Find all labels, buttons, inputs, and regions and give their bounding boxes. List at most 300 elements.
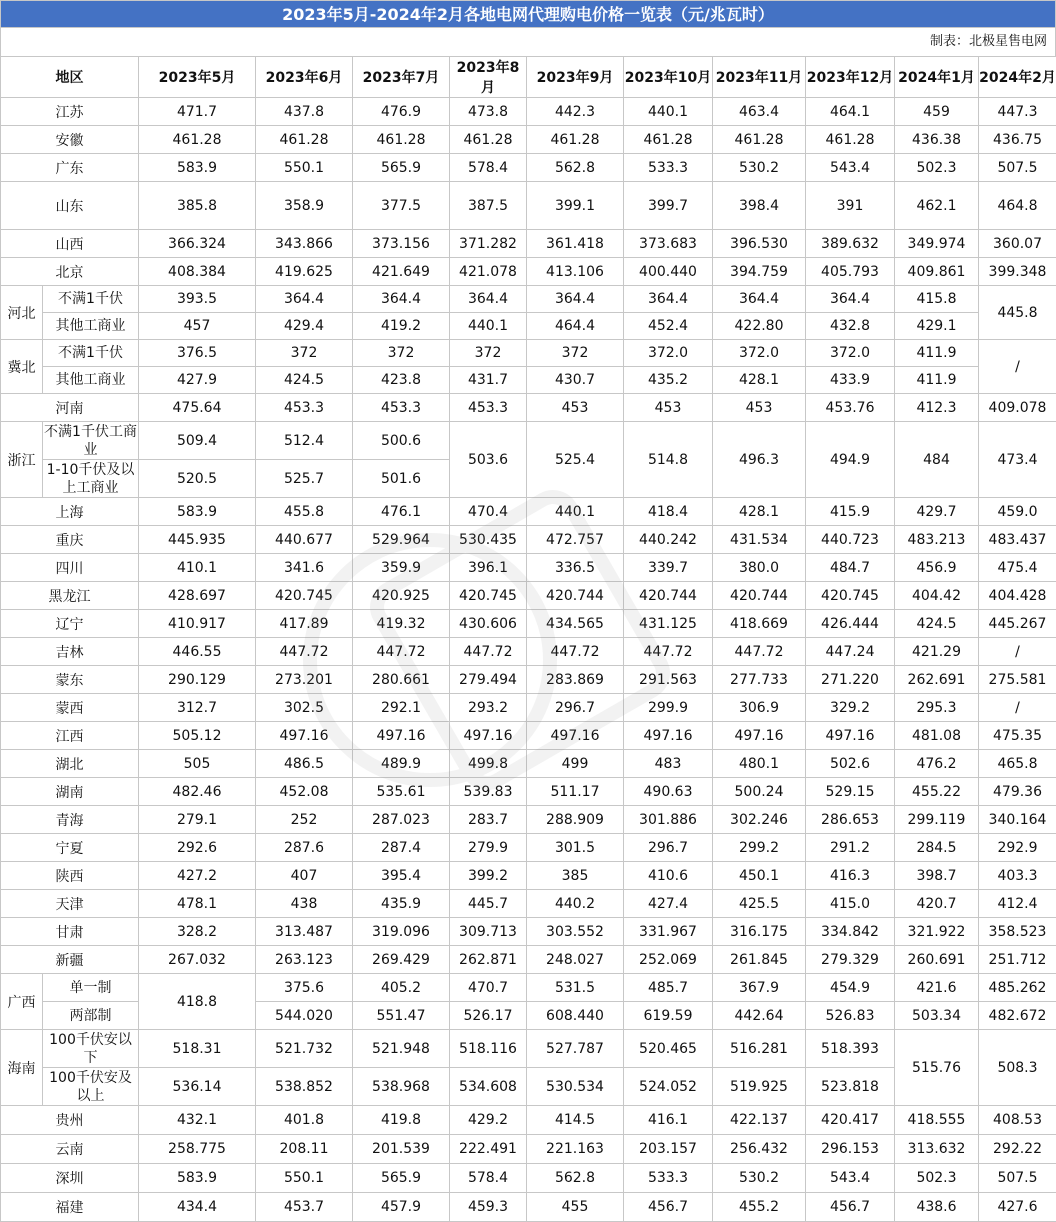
table-row [1,890,1056,918]
price-cell: 302.5 [256,694,353,722]
price-cell: 301.886 [624,806,713,834]
region-name-cell: 湖南 [1,778,139,806]
price-cell: 366.324 [139,230,256,258]
price-cell: 440.723 [806,526,895,554]
region-name-cell: 四川 [1,554,139,582]
price-cell: 494.9 [806,422,895,498]
table-row [1,610,1056,638]
price-cell: 470.4 [450,498,527,526]
price-cell: 409.861 [895,258,979,286]
table-row [1,340,1056,367]
price-cell: 411.9 [895,367,979,394]
price-cell: 440.242 [624,526,713,554]
price-cell: 420.745 [256,582,353,610]
price-cell: 486.5 [256,750,353,778]
price-cell: 497.16 [450,722,527,750]
price-cell: 399.1 [527,182,624,230]
price-cell: 387.5 [450,182,527,230]
price-cell: 497.16 [527,722,624,750]
price-cell: / [979,638,1056,666]
region-name-cell: 青海 [1,806,139,834]
price-cell: 292.1 [353,694,450,722]
price-cell: 414.5 [527,1106,624,1135]
price-cell: 447.72 [256,638,353,666]
price-cell: 526.83 [806,1002,895,1030]
price-cell: 256.432 [713,1135,806,1164]
sub-category-cell: 1-10千伏及以上工商业 [43,460,139,498]
price-cell: 437.8 [256,98,353,126]
price-cell: 511.17 [527,778,624,806]
price-cell: 489.9 [353,750,450,778]
price-cell: 423.8 [353,367,450,394]
region-name-cell: 河南 [1,394,139,422]
price-cell: 505 [139,750,256,778]
price-cell: 550.1 [256,154,353,182]
price-cell: 418.8 [139,974,256,1030]
price-cell: 483 [624,750,713,778]
table-row [1,394,1056,422]
price-cell: 340.164 [979,806,1056,834]
price-cell: 447.72 [353,638,450,666]
price-cell: 336.5 [527,554,624,582]
table-row [1,57,1056,98]
price-cell: 405.793 [806,258,895,286]
price-cell: 453.3 [256,394,353,422]
price-cell: 453 [713,394,806,422]
region-name-cell: 重庆 [1,526,139,554]
price-cell: 424.5 [256,367,353,394]
price-cell: 299.119 [895,806,979,834]
price-cell: 399.2 [450,862,527,890]
price-cell: 519.925 [713,1068,806,1106]
region-name-cell: 天津 [1,890,139,918]
price-cell: 456.7 [806,1193,895,1222]
price-cell: 408.53 [979,1106,1056,1135]
price-cell: 251.712 [979,946,1056,974]
price-cell: 420.744 [527,582,624,610]
region-name-cell: 江西 [1,722,139,750]
price-cell: 426.444 [806,610,895,638]
price-cell: 415.9 [806,498,895,526]
price-cell: 461.28 [139,126,256,154]
price-cell: 508.3 [979,1030,1056,1106]
price-cell: 485.7 [624,974,713,1002]
region-name-cell: 深圳 [1,1164,139,1193]
table-row [1,182,1056,230]
region-name-cell: 广东 [1,154,139,182]
price-cell: 373.156 [353,230,450,258]
price-cell: 287.4 [353,834,450,862]
region-name-cell: 蒙东 [1,666,139,694]
table-row [1,1030,1056,1068]
price-cell: 283.869 [527,666,624,694]
price-cell: 421.078 [450,258,527,286]
price-cell: 463.4 [713,98,806,126]
price-cell: 435.9 [353,890,450,918]
price-cell: 464.1 [806,98,895,126]
price-cell: 434.4 [139,1193,256,1222]
price-cell: 367.9 [713,974,806,1002]
price-cell: 358.523 [979,918,1056,946]
price-cell: 497.16 [256,722,353,750]
price-cell: 539.83 [450,778,527,806]
price-cell: 313.632 [895,1135,979,1164]
price-cell: 273.201 [256,666,353,694]
price-cell: 496.3 [713,422,806,498]
price-cell: 438.6 [895,1193,979,1222]
price-cell: 404.42 [895,582,979,610]
table-row [1,367,1056,394]
price-cell: 456.7 [624,1193,713,1222]
table-row [1,1164,1056,1193]
price-cell: 565.9 [353,1164,450,1193]
price-cell: 465.8 [979,750,1056,778]
sub-category-cell: 100千伏安及以上 [43,1068,139,1106]
table-row [1,918,1056,946]
price-cell: 275.581 [979,666,1056,694]
price-cell: 279.494 [450,666,527,694]
price-cell: 429.1 [895,313,979,340]
price-cell: 538.852 [256,1068,353,1106]
column-header: 2023年7月 [353,57,450,98]
price-cell: 438 [256,890,353,918]
price-cell: 296.153 [806,1135,895,1164]
region-name-cell: 湖北 [1,750,139,778]
price-cell: 286.653 [806,806,895,834]
price-cell: 334.842 [806,918,895,946]
price-cell: 499 [527,750,624,778]
column-header: 2024年1月 [895,57,979,98]
price-cell: 475.64 [139,394,256,422]
price-cell: 252 [256,806,353,834]
region-name-cell: 新疆 [1,946,139,974]
price-cell: 422.137 [713,1106,806,1135]
price-cell: 535.61 [353,778,450,806]
price-cell: 471.7 [139,98,256,126]
price-cell: 420.925 [353,582,450,610]
price-cell: 299.2 [713,834,806,862]
price-cell: 565.9 [353,154,450,182]
price-cell: 279.329 [806,946,895,974]
sub-category-cell: 不满1千伏工商业 [43,422,139,460]
price-cell: 279.1 [139,806,256,834]
price-cell: 431.534 [713,526,806,554]
price-cell: 484.7 [806,554,895,582]
price-cell: 499.8 [450,750,527,778]
price-cell: 412.4 [979,890,1056,918]
price-cell: 500.6 [353,422,450,460]
price-cell: 476.1 [353,498,450,526]
table-row [1,498,1056,526]
price-cell: 349.974 [895,230,979,258]
price-cell: 518.31 [139,1030,256,1068]
price-cell: 447.3 [979,98,1056,126]
price-cell: 459.0 [979,498,1056,526]
price-cell: 271.220 [806,666,895,694]
price-cell: 301.5 [527,834,624,862]
sub-category-cell: 两部制 [43,1002,139,1030]
price-cell: 551.47 [353,1002,450,1030]
price-cell: 395.4 [353,862,450,890]
price-cell: 394.759 [713,258,806,286]
price-cell: 421.649 [353,258,450,286]
price-cell: 361.418 [527,230,624,258]
price-cell: 385 [527,862,624,890]
price-cell: 316.175 [713,918,806,946]
price-cell: 407 [256,862,353,890]
price-cell: 450.1 [713,862,806,890]
price-cell: 525.4 [527,422,624,498]
price-cell: 518.116 [450,1030,527,1068]
price-cell: 429.2 [450,1106,527,1135]
price-cell: 543.4 [806,1164,895,1193]
table-row [1,286,1056,313]
price-cell: 520.5 [139,460,256,498]
price-cell: 534.608 [450,1068,527,1106]
price-cell: 478.1 [139,890,256,918]
price-cell: 461.28 [624,126,713,154]
price-cell: 461.28 [806,126,895,154]
price-cell: 415.0 [806,890,895,918]
price-cell: 436.75 [979,126,1056,154]
price-cell: 502.3 [895,1164,979,1193]
table-row [1,834,1056,862]
region-name-cell: 安徽 [1,126,139,154]
region-group-cell: 河北 [1,286,43,340]
price-cell: 476.2 [895,750,979,778]
price-cell: 507.5 [979,1164,1056,1193]
table-row [1,1193,1056,1222]
price-cell: 497.16 [806,722,895,750]
price-cell: 287.6 [256,834,353,862]
price-cell: 299.9 [624,694,713,722]
column-header: 2023年9月 [527,57,624,98]
price-cell: 483.437 [979,526,1056,554]
price-cell: 358.9 [256,182,353,230]
price-cell: 455 [527,1193,624,1222]
price-cell: 526.17 [450,1002,527,1030]
table-row [1,422,1056,460]
price-cell: 453.3 [353,394,450,422]
price-cell: 562.8 [527,154,624,182]
table-row [1,98,1056,126]
price-cell: 328.2 [139,918,256,946]
price-cell: 373.683 [624,230,713,258]
price-cell: 453 [527,394,624,422]
price-cell: 578.4 [450,1164,527,1193]
region-name-cell: 陕西 [1,862,139,890]
table-row [1,946,1056,974]
price-cell: 536.14 [139,1068,256,1106]
table-row [1,230,1056,258]
price-cell: 530.435 [450,526,527,554]
price-cell: 403.3 [979,862,1056,890]
price-cell: 436.38 [895,126,979,154]
price-cell: 461.28 [353,126,450,154]
price-cell: 418.669 [713,610,806,638]
price-cell: 203.157 [624,1135,713,1164]
price-cell: 512.4 [256,422,353,460]
price-cell: 410.1 [139,554,256,582]
price-cell: 375.6 [256,974,353,1002]
price-cell: 500.24 [713,778,806,806]
price-cell: 408.384 [139,258,256,286]
price-cell: 447.72 [527,638,624,666]
price-cell: 453 [624,394,713,422]
region-name-cell: 福建 [1,1193,139,1222]
price-cell: 419.2 [353,313,450,340]
price-cell: 490.63 [624,778,713,806]
price-cell: 389.632 [806,230,895,258]
price-cell: 445.7 [450,890,527,918]
price-cell: 279.9 [450,834,527,862]
price-cell: 523.818 [806,1068,895,1106]
table-row [1,1135,1056,1164]
price-cell: 434.565 [527,610,624,638]
price-cell: 480.1 [713,750,806,778]
table-row [1,974,1056,1002]
price-cell: 420.745 [806,582,895,610]
price-cell: 497.16 [713,722,806,750]
price-cell: 372 [353,340,450,367]
price-cell: 543.4 [806,154,895,182]
price-cell: 359.9 [353,554,450,582]
table-row [1,638,1056,666]
price-cell: 331.967 [624,918,713,946]
price-cell: 293.2 [450,694,527,722]
price-cell: 461.28 [527,126,624,154]
table-row [1,258,1056,286]
table-row [1,526,1056,554]
price-cell: 312.7 [139,694,256,722]
table-row [1,582,1056,610]
price-cell: 418.555 [895,1106,979,1135]
table-row [1,694,1056,722]
price-cell: 518.393 [806,1030,895,1068]
price-cell: 445.935 [139,526,256,554]
price-cell: 583.9 [139,154,256,182]
price-cell: 267.032 [139,946,256,974]
price-cell: 440.677 [256,526,353,554]
region-group-cell: 广西 [1,974,43,1030]
price-cell: 445.267 [979,610,1056,638]
region-name-cell: 山西 [1,230,139,258]
price-cell: 371.282 [450,230,527,258]
price-cell: 473.4 [979,422,1056,498]
price-cell: 421.29 [895,638,979,666]
price-cell: 222.491 [450,1135,527,1164]
column-header: 2023年12月 [806,57,895,98]
price-cell: 427.2 [139,862,256,890]
price-cell: 533.3 [624,1164,713,1193]
price-cell: 420.744 [713,582,806,610]
sub-category-cell: 其他工商业 [43,313,139,340]
price-cell: 419.32 [353,610,450,638]
price-cell: 416.3 [806,862,895,890]
region-name-cell: 甘肃 [1,918,139,946]
price-cell: 396.1 [450,554,527,582]
price-cell: 372 [256,340,353,367]
price-cell: 288.909 [527,806,624,834]
price-cell: 530.2 [713,1164,806,1193]
price-cell: / [979,340,1056,394]
price-cell: 398.4 [713,182,806,230]
price-cell: 380.0 [713,554,806,582]
price-cell: 306.9 [713,694,806,722]
price-cell: 453.76 [806,394,895,422]
table-row [1,750,1056,778]
price-cell: 524.052 [624,1068,713,1106]
table-row [1,778,1056,806]
price-cell: 385.8 [139,182,256,230]
price-cell: 419.8 [353,1106,450,1135]
region-name-cell: 云南 [1,1135,139,1164]
column-header: 地区 [1,57,139,98]
price-cell: 578.4 [450,154,527,182]
price-cell: 364.4 [624,286,713,313]
price-cell: 421.6 [895,974,979,1002]
price-cell: 431.7 [450,367,527,394]
table-row [1,154,1056,182]
price-cell: 484 [895,422,979,498]
price-cell: 482.672 [979,1002,1056,1030]
price-cell: 418.4 [624,498,713,526]
price-cell: 583.9 [139,498,256,526]
price-cell: 529.15 [806,778,895,806]
price-cell: 410.6 [624,862,713,890]
price-cell: 473.8 [450,98,527,126]
price-cell: 497.16 [624,722,713,750]
price-cell: 447.72 [450,638,527,666]
price-cell: 481.08 [895,722,979,750]
price-cell: 372 [527,340,624,367]
price-cell: 341.6 [256,554,353,582]
price-cell: 562.8 [527,1164,624,1193]
price-cell: 420.744 [624,582,713,610]
price-cell: 442.3 [527,98,624,126]
price-cell: 432.1 [139,1106,256,1135]
column-header: 2024年2月 [979,57,1056,98]
price-cell: 258.775 [139,1135,256,1164]
price-cell: 544.020 [256,1002,353,1030]
price-cell: 516.281 [713,1030,806,1068]
price-cell: 428.1 [713,367,806,394]
price-table [0,56,1056,1222]
price-cell: 364.4 [806,286,895,313]
price-cell: 503.34 [895,1002,979,1030]
price-cell: 533.3 [624,154,713,182]
price-cell: 619.59 [624,1002,713,1030]
price-cell: 329.2 [806,694,895,722]
price-cell: 429.7 [895,498,979,526]
price-cell: 530.2 [713,154,806,182]
price-cell: 261.845 [713,946,806,974]
price-cell: 455.22 [895,778,979,806]
price-cell: 393.5 [139,286,256,313]
price-cell: 453.7 [256,1193,353,1222]
table-row [1,313,1056,340]
price-cell: 400.440 [624,258,713,286]
price-cell: 483.213 [895,526,979,554]
column-header: 2023年5月 [139,57,256,98]
price-cell: 457 [139,313,256,340]
price-cell: 455.8 [256,498,353,526]
sub-category-cell: 其他工商业 [43,367,139,394]
price-cell: 462.1 [895,182,979,230]
price-cell: 417.89 [256,610,353,638]
table-row [1,806,1056,834]
price-cell: 447.72 [624,638,713,666]
